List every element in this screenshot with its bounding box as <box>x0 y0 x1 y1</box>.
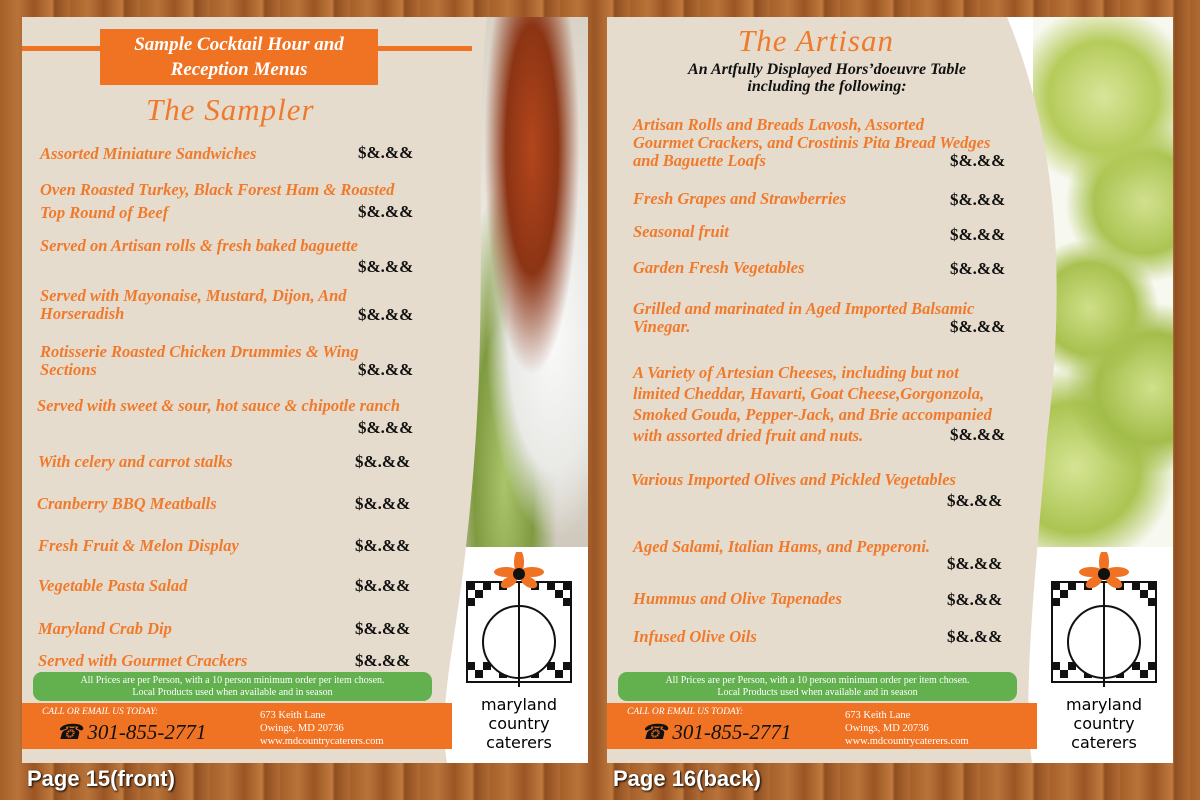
logo-text: country <box>488 714 550 733</box>
page-caption-front: Page 15(front) <box>27 766 175 791</box>
phone-number[interactable] <box>641 720 791 745</box>
address-line: 673 Keith Lane <box>260 710 326 721</box>
menu-item: Served with Gourmet Crackers <box>38 651 248 670</box>
menu-price: $&.&& <box>355 536 411 555</box>
menu-price: $&.&& <box>355 619 411 638</box>
telephone-icon: ☎ <box>641 720 668 744</box>
menu-price: $&.&& <box>355 651 411 670</box>
menu-item: Seasonal fruit <box>633 222 729 241</box>
menu-price: $&.&& <box>950 225 1006 244</box>
menu-item: Aged Salami, Italian Hams, and Pepperoni. <box>633 537 931 556</box>
notice-line: All Prices are per Person, with a 10 person minimum order per item chosen. <box>80 675 385 686</box>
menu-price: $&.&& <box>950 425 1006 444</box>
menu-price: $&.&& <box>950 259 1006 278</box>
menu-item: Hummus and Olive Tapenades <box>633 589 842 608</box>
contact-bar <box>607 703 1037 749</box>
notice-line: All Prices are per Person, with a 10 person minimum order per item chosen. <box>665 675 970 686</box>
call-label: CALL OR EMAIL US TODAY: <box>42 707 159 717</box>
menu-page-front <box>22 17 588 763</box>
menu-price: $&.&& <box>947 491 1003 510</box>
logo-text: maryland <box>1066 695 1142 714</box>
phone-text: 301-855-2771 <box>87 720 207 744</box>
logo-flower-icon <box>462 552 577 752</box>
menu-item: Fresh Fruit & Melon Display <box>38 536 239 555</box>
address-line: Owings, MD 20736 <box>260 723 344 734</box>
phone-text: 301-855-2771 <box>672 720 792 744</box>
menu-price: $&.&& <box>950 151 1006 170</box>
logo-text: country <box>1073 714 1135 733</box>
menu-item: Artisan Rolls and Breads Lavosh, Assorted Gourmet Crackers, and Crostinis Pita Bread Wedges and Baguette Loafs <box>633 115 991 170</box>
company-logo <box>1047 552 1162 752</box>
menu-price: $&.&& <box>358 202 414 221</box>
logo-flower-icon <box>1047 552 1162 752</box>
menu-header: Sample Cocktail Hour and Reception Menus <box>100 29 378 85</box>
menu-item: Garden Fresh Vegetables <box>633 258 805 277</box>
logo-text: caterers <box>486 733 552 752</box>
logo-text: maryland <box>481 695 557 714</box>
menu-title: The Artisan <box>738 23 894 58</box>
menu-item: Maryland Crab Dip <box>38 619 172 638</box>
menu-page-back <box>607 17 1173 763</box>
menu-item: Oven Roasted Turkey, Black Forest Ham & Roasted Top Round of Beef <box>40 180 395 222</box>
menu-item: Served on Artisan rolls & fresh baked baguette <box>40 236 358 255</box>
menu-item: Rotisserie Roasted Chicken Drummies & Wing Sections <box>40 342 359 379</box>
pricing-notice <box>618 672 1017 701</box>
menu-item: A Variety of Artesian Cheeses, including but not limited Cheddar, Havarti, Goat Cheese,Gorgonzola, Smoked Gouda, Pepper-Jack, and Brie accompanied with assorted dried fruit and nuts. <box>633 363 992 445</box>
menu-price: $&.&& <box>355 576 411 595</box>
menu-item: Served with sweet & sour, hot sauce & chipotle ranch <box>37 396 401 415</box>
menu-item: Infused Olive Oils <box>633 627 757 646</box>
logo-text: caterers <box>1071 733 1137 752</box>
address-line: Owings, MD 20736 <box>845 723 929 734</box>
contact-bar <box>22 703 452 749</box>
menu-item: Assorted Miniature Sandwiches <box>40 144 257 163</box>
menu-subtitle: An Artfully Displayed Hors’doeuvre Table including the following: <box>688 61 966 95</box>
menu-price: $&.&& <box>358 418 414 437</box>
menu-item: Vegetable Pasta Salad <box>38 576 188 595</box>
menu-price: $&.&& <box>358 360 414 379</box>
menu-price: $&.&& <box>358 143 414 162</box>
notice-line: Local Products used when available and in season <box>132 687 333 698</box>
menu-item: Grilled and marinated in Aged Imported Balsamic Vinegar. <box>633 299 975 336</box>
telephone-icon: ☎ <box>56 720 83 744</box>
menu-price: $&.&& <box>358 305 414 324</box>
company-logo <box>462 552 577 752</box>
menu-price: $&.&& <box>355 452 411 471</box>
menu-price: $&.&& <box>355 494 411 513</box>
address <box>260 709 384 748</box>
page-caption-back: Page 16(back) <box>613 766 761 791</box>
menu-item: Cranberry BBQ Meatballs <box>37 494 217 513</box>
menu-item: Served with Mayonaise, Mustard, Dijon, And Horseradish <box>40 286 347 323</box>
menu-price: $&.&& <box>950 190 1006 209</box>
menu-price: $&.&& <box>947 627 1003 646</box>
address <box>845 709 969 748</box>
menu-item: Fresh Grapes and Strawberries <box>633 189 847 208</box>
website-link[interactable]: www.mdcountrycaterers.com <box>845 736 969 747</box>
menu-price: $&.&& <box>950 317 1006 336</box>
menu-price: $&.&& <box>947 590 1003 609</box>
menu-price: $&.&& <box>358 257 414 276</box>
menu-item: Various Imported Olives and Pickled Vegetables <box>631 470 956 489</box>
menu-title: The Sampler <box>146 92 315 127</box>
website-link[interactable]: www.mdcountrycaterers.com <box>260 736 384 747</box>
pricing-notice <box>33 672 432 701</box>
phone-number[interactable] <box>56 720 206 745</box>
menu-price: $&.&& <box>947 554 1003 573</box>
notice-line: Local Products used when available and in season <box>717 687 918 698</box>
menu-item: With celery and carrot stalks <box>38 452 233 471</box>
call-label: CALL OR EMAIL US TODAY: <box>627 707 744 717</box>
address-line: 673 Keith Lane <box>845 710 911 721</box>
